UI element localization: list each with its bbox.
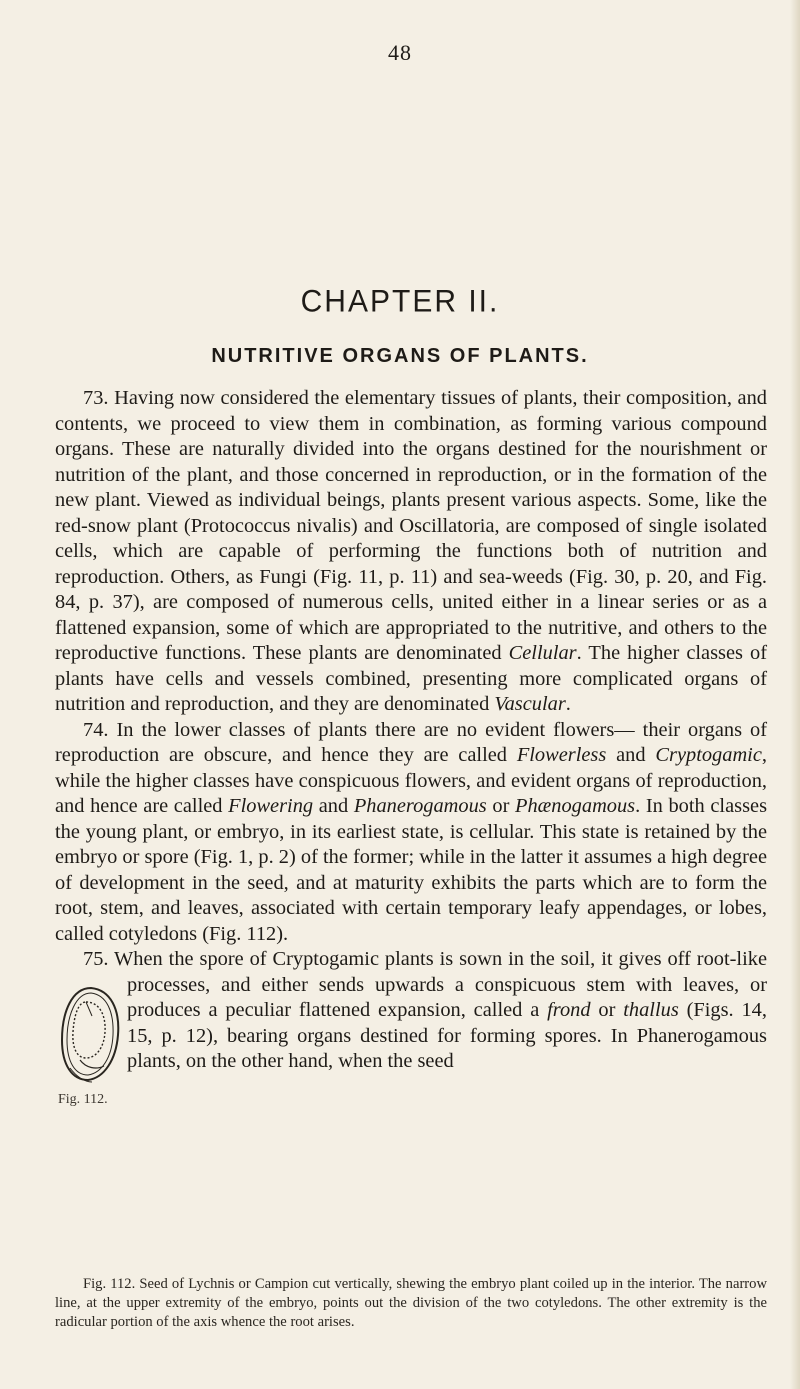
text-run: (Figs. 14, 15, p. 12), bearing organs destined for forming spores. In Phanerogamous plants, on the other hand, when the seed bbox=[127, 999, 767, 1072]
footnote-text: Fig. 112. Seed of Lychnis or Campion cut vertically, shewing the embryo plant coiled up in the interior. The narrow line, at the upper extremity of the embryo, points out the division of the two cotyledons. The other extremity is the radicular portion of the axis whence the root arises. bbox=[55, 1276, 767, 1330]
text-run: , while the higher classes have conspicuous flowers, and evident organs of reproduction, and hence are called bbox=[55, 744, 767, 817]
text-run: 73. Having now considered the elementary tissues of plants, their composition, and contents, we proceed to view them in combination, as forming various compound organs. These are naturally divided into the organs destined for the nourishment or nutrition of the plant, and those concerned in reproduction, or in the formation of the new plant. Viewed as individual beings, plants present various aspects. Some, like the red-snow plant (Protococcus nivalis) and Oscillatoria, are composed of single isolated cells, which are capable of performing the functions both of nutrition and reproduction. Others, as Fungi (Fig. 11, p. 11) and sea-weeds (Fig. 30, p. 20, and Fig. 84, p. 37), are composed of numerous cells, united either in a linear series or as a flattened expansion, some of which are appropriated to the nutritive, and others to the reproductive functions. These plants are denominated bbox=[55, 387, 767, 664]
text-run: 75. When the spore of Cryptogamic plants is sown in the soil, it gives off root-like processes, and either sends upwards a conspicuous stem with leaves, or produces a peculiar flattened expansion, called a bbox=[83, 948, 767, 1021]
term-cryptogamic: Cryptogamic bbox=[655, 744, 762, 766]
text-run: and bbox=[606, 744, 656, 766]
text-run: or bbox=[590, 999, 624, 1021]
figure-label: Fig. 112. bbox=[58, 1092, 108, 1107]
text-run: and bbox=[313, 795, 354, 817]
figure-112 bbox=[56, 980, 126, 1110]
term-flowering: Flowering bbox=[228, 795, 314, 817]
paragraph-75 bbox=[55, 947, 767, 1075]
text-run: . In both classes the young plant, or embryo, in its earliest state, is cellular. This state is retained by the embryo or spore (Fig. 1, p. 2) of the former; while in the latter it assumes a high degree of development in the seed, and at maturity exhibits the parts which are to form the root, stem, and leaves, associated with certain temporary leafy appendages, or lobes, called cotyledons (Fig. 112). bbox=[55, 795, 768, 945]
seed-section-figure-icon bbox=[56, 980, 126, 1090]
text-run: 74. In the lower classes of plants there are no evident flowers— their organs of reproduction are obscure, and hence they are called bbox=[55, 718, 767, 766]
text-run: . bbox=[565, 693, 571, 715]
term-vascular: Vascular bbox=[494, 693, 566, 715]
term-flowerless: Flowerless bbox=[516, 744, 607, 766]
footnote bbox=[55, 1275, 767, 1332]
page-number: 48 bbox=[388, 40, 412, 65]
text-run: or bbox=[486, 795, 516, 817]
page-edge bbox=[790, 0, 800, 1389]
chapter-title: NUTRITIVE ORGANS OF PLANTS. bbox=[211, 345, 589, 367]
paragraph-73 bbox=[55, 386, 767, 718]
term-phanerogamous: Phanerogamous bbox=[353, 795, 487, 817]
text-run: . The higher classes of plants have cells and vessels combined, presenting more complicated organs of nutrition and reproduction, and they are denominated bbox=[55, 642, 768, 715]
paragraph-74 bbox=[55, 718, 767, 948]
term-frond: frond bbox=[547, 999, 591, 1021]
term-cellular: Cellular bbox=[508, 642, 577, 664]
chapter-heading: CHAPTER II. bbox=[300, 284, 500, 319]
body-text bbox=[55, 386, 767, 1128]
term-thallus: thallus bbox=[623, 999, 679, 1021]
term-phaenogamous: Phænogamous bbox=[515, 795, 636, 817]
